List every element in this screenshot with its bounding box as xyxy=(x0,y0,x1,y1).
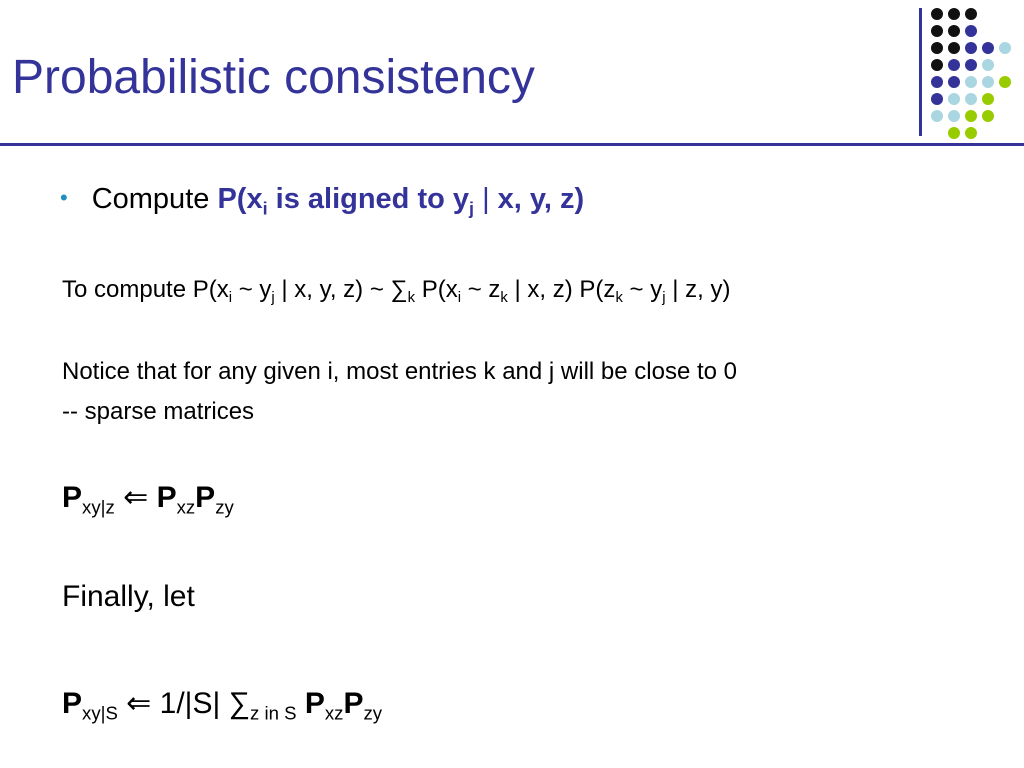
bullet-suffix: x, y, z) xyxy=(497,183,585,215)
bullet-middle: is aligned to y xyxy=(267,183,470,215)
decor-dot xyxy=(931,110,943,122)
matrix-p: P xyxy=(62,687,83,720)
decor-dot xyxy=(948,76,960,88)
decor-dot xyxy=(965,25,977,37)
decor-dot xyxy=(931,76,943,88)
formula-text: ~ y xyxy=(622,276,663,303)
formula-text: ~ z xyxy=(461,276,501,303)
bullet-sub-j: j xyxy=(469,198,475,219)
matrix-p: P xyxy=(62,481,83,514)
matrix-p: P xyxy=(296,687,325,720)
bullet-marker: • xyxy=(60,185,68,210)
formula-sub: j xyxy=(662,290,666,307)
formula-sub: j xyxy=(271,290,275,307)
finally-text: Finally, let xyxy=(62,580,195,613)
formula-sub: i xyxy=(457,290,462,307)
formula-sub: k xyxy=(500,290,508,307)
decor-dot xyxy=(999,42,1011,54)
decor-dot xyxy=(982,59,994,71)
matrix-p: P xyxy=(156,481,177,514)
decor-dot xyxy=(948,93,960,105)
matrix-p: P xyxy=(343,687,364,720)
matrix-sub: zy xyxy=(215,496,234,518)
formula-sub: i xyxy=(228,290,233,307)
decor-dot xyxy=(931,42,943,54)
decor-dot xyxy=(965,8,977,20)
bullet-bar: | xyxy=(474,183,498,215)
formula-text: | z, y) xyxy=(665,276,731,303)
decor-dot xyxy=(965,59,977,71)
arrow-icon: ⇐ xyxy=(114,481,157,514)
formula-sub: k xyxy=(615,290,623,307)
formula-update xyxy=(62,480,234,518)
decor-dot xyxy=(982,110,994,122)
bullet-sub-i: i xyxy=(262,198,268,219)
formula-text: P(x xyxy=(415,276,458,303)
decor-dot xyxy=(965,93,977,105)
matrix-sub: xy|z xyxy=(82,496,115,518)
formula-compute xyxy=(62,276,731,307)
decor-dot xyxy=(948,110,960,122)
vertical-divider xyxy=(919,8,922,136)
decor-dot xyxy=(965,110,977,122)
decor-dot xyxy=(931,8,943,20)
matrix-p: P xyxy=(195,481,216,514)
decor-dot xyxy=(948,42,960,54)
bullet-prefix: Compute xyxy=(91,183,218,215)
bullet-p-open: P(x xyxy=(217,183,263,215)
decor-dot xyxy=(948,8,960,20)
decor-dot xyxy=(965,42,977,54)
decor-dot xyxy=(931,25,943,37)
decor-dot xyxy=(982,93,994,105)
formula-text: ~ y xyxy=(232,276,272,303)
formula-text: | x, y, z) ~ ∑ xyxy=(274,276,408,303)
title-underline xyxy=(0,143,1024,146)
notice-line-2: -- sparse matrices xyxy=(62,398,255,425)
decor-dot xyxy=(965,127,977,139)
matrix-sub: xz xyxy=(176,496,196,518)
decor-dot xyxy=(982,42,994,54)
formula-final xyxy=(62,686,383,724)
matrix-sub: xz xyxy=(324,702,344,724)
arrow-icon: ⇐ xyxy=(117,687,160,720)
formula-text: To compute P(x xyxy=(62,276,229,303)
decor-dot xyxy=(931,59,943,71)
decor-dot xyxy=(948,127,960,139)
decor-dot xyxy=(931,93,943,105)
decor-dot xyxy=(965,76,977,88)
decor-dot xyxy=(982,76,994,88)
decor-dot xyxy=(948,25,960,37)
formula-sub: k xyxy=(407,290,416,307)
bullet-compute xyxy=(60,180,584,217)
formula-text: | x, z) P(z xyxy=(507,276,616,303)
slide-title: Probabilistic consistency xyxy=(12,51,535,104)
decor-dot xyxy=(999,76,1011,88)
sum-sub: z in S xyxy=(250,702,297,724)
notice-line-1: Notice that for any given i, most entries k and j will be close to 0 xyxy=(62,358,737,385)
matrix-sub: zy xyxy=(363,702,383,724)
decor-dot xyxy=(948,59,960,71)
sum-text: 1/|S| ∑ xyxy=(159,687,250,720)
matrix-sub: xy|S xyxy=(82,702,118,724)
